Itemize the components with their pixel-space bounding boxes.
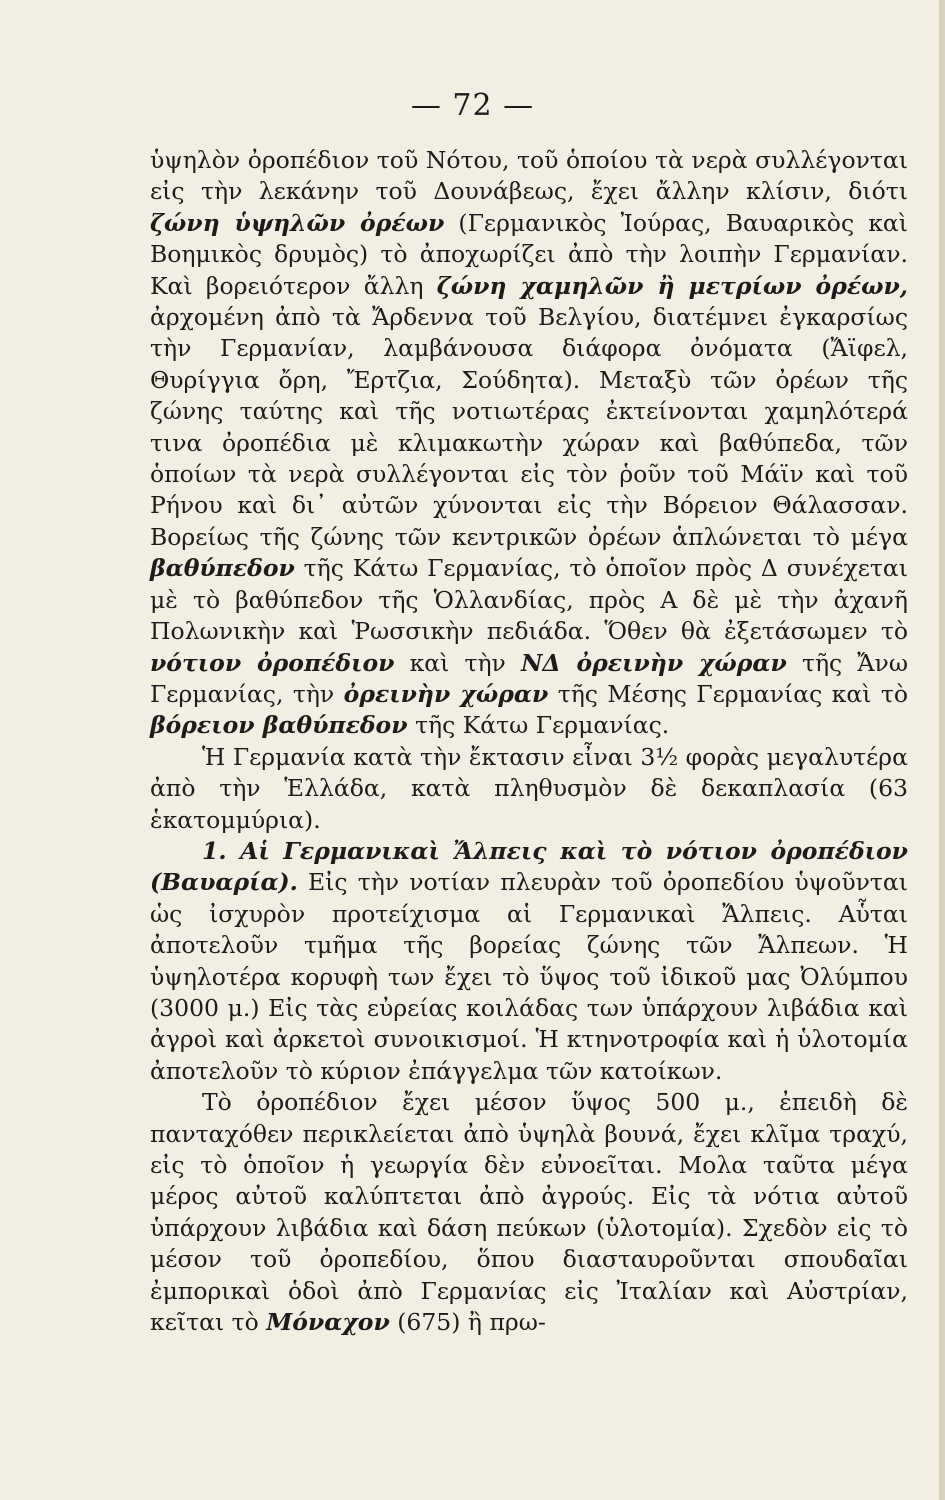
paragraph-2: Ἡ Γερμανία κατὰ τὴν ἔκτασιν εἶναι 3½ φορὰς μεγαλυτέρα ἀπὸ τὴν Ἑλλάδα, κατὰ πληθυσμὸν δὲ δεκαπλασία (63 ἑκατομμύρια).	[150, 742, 908, 834]
paragraph-4: Τὸ ὀροπέδιον ἔχει μέσον ὕψος 500 μ., ἐπειδὴ δὲ πανταχόθεν περικλείεται ἀπὸ ὑψηλὰ βουνά, ἔχει κλῖμα τραχύ, εἰς τὸ ὁποῖον ἡ γεωργία δὲν εὐνοεῖται. Μολα ταῦτα μέγα μέρος αὐτοῦ καλύπτεται ἀπὸ ἀγρούς. Εἰς τὰ νότια αὐτοῦ ὑπάρχουν λιβάδια καὶ δάση πεύκων (ὑλοτομία). Σχεδὸν εἰς τὸ μέσον τοῦ ὀροπεδίου, ὅπου διασταυροῦνται σπουδαῖαι ἐμπορικαὶ ὁδοὶ ἀπὸ Γερμανίας εἰς Ἰταλίαν καὶ Αὐστρίαν, κεῖται τὸ Μόναχον (675) ἢ πρω-	[150, 1088, 908, 1337]
paragraph-3: 1. Αἱ Γερμανικαὶ Ἄλπεις καὶ τὸ νότιον ὀροπέδιον (Βαυαρία). Εἰς τὴν νοτίαν πλευρὰν τοῦ ὀροπεδίου ὑψοῦνται ὡς ἰσχυρὸν προτείχισμα αἱ Γερμανικαὶ Ἄλπεις. Αὗται ἀποτελοῦν τμῆμα τῆς βορείας ζώνης τῶν Ἄλπεων. Ἡ ὑψηλοτέρα κορυφὴ των ἔχει τὸ ὕψος τοῦ ἰδικοῦ μας Ὀλύμπου (3000 μ.) Εἰς τὰς εὐρείας κοιλάδας των ὑπάρχουν λιβάδια καὶ ἀγροὶ καὶ ἀρκετοὶ συνοικισμοί. Ἡ κτηνοτροφία καὶ ἡ ὑλοτομία ἀποτελοῦν τὸ κύριον ἐπάγγελμα τῶν κατοίκων.	[150, 836, 908, 1085]
paragraph-1: ὑψηλὸν ὀροπέδιον τοῦ Νότου, τοῦ ὁποίου τὰ νερὰ συλλέγονται εἰς τὴν λεκάνην τοῦ Δουνάβεως, ἔχει ἄλλην κλίσιν, διότι ζώνη ὑψηλῶν ὀρέων (Γερμανικὸς Ἰούρας, Βαυαρικὸς καὶ Βοημικὸς δρυμὸς) τὸ ἀποχωρίζει ἀπὸ τὴν λοιπὴν Γερμανίαν. Καὶ βορειότερον ἄλλη ζώνη χαμηλῶν ἢ μετρίων ὀρέων, ἀρχομένη ἀπὸ τὰ Ἄρδεννα τοῦ Βελγίου, διατέμνει ἐγκαρσίως τὴν Γερμανίαν, λαμβάνουσα διάφορα ὀνόματα (Ἄϊφελ, Θυρίγγια ὄρη, Ἔρτζια, Σούδητα). Μεταξὺ τῶν ὀρέων τῆς ζώνης ταύτης καὶ τῆς νοτιωτέρας ἐκτείνονται χαμηλότερά τινα ὀροπέδια μὲ κλιμακωτὴν χώραν καὶ βαθύπεδα, τῶν ὁποίων τὰ νερὰ συλλέγονται εἰς τὸν ῥοῦν τοῦ Μάϊν καὶ τοῦ Ρήνου καὶ δι᾽ αὐτῶν χύνονται εἰς τὴν Βόρειον Θάλασσαν. Βορείως τῆς ζώνης τῶν κεντρικῶν ὀρέων ἁπλώνεται τὸ μέγα βαθύπεδον τῆς Κάτω Γερμανίας, τὸ ὁποῖον πρὸς Δ συνέχεται μὲ τὸ βαθύπεδον τῆς Ὁλλανδίας, πρὸς Α δὲ μὲ τὴν ἀχανῆ Πολωνικὴν καὶ Ῥωσσικὴν πεδιάδα. Ὅθεν θὰ ἐξετάσωμεν τὸ νότιον ὀροπέδιον καὶ τὴν ΝΔ ὀρεινὴν χώραν τῆς Ἄνω Γερμανίας, τὴν ὀρεινὴν χώραν τῆς Μέσης Γερμανίας καὶ τὸ βόρειον βαθύπεδον τῆς Κάτω Γερμανίας.	[150, 146, 909, 740]
page-number: — 72 —	[410, 88, 535, 123]
section-heading: 1. Αἱ Γερμανικαὶ Ἄλπεις καὶ τὸ νότιον ὀροπέδιον (Βαυαρία).	[150, 836, 908, 897]
page-edge	[939, 0, 945, 1500]
body-text	[150, 145, 908, 1338]
